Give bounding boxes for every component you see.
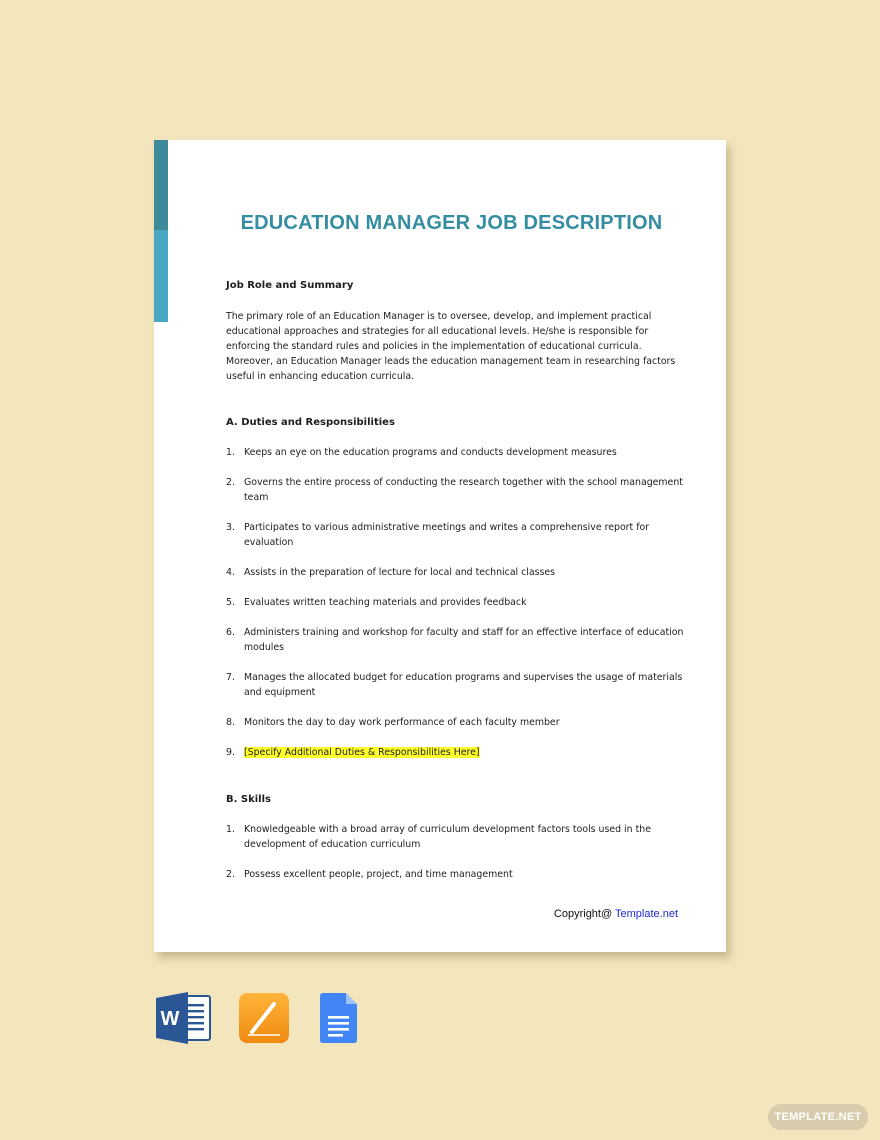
- google-docs-icon[interactable]: [318, 992, 358, 1044]
- list-text: Administers training and workshop for faculty and staff for an effective interface of education modules: [244, 627, 684, 653]
- list-text: Keeps an eye on the education programs and conducts development measures: [244, 447, 617, 458]
- document-content: [226, 278, 686, 882]
- summary-heading: Job Role and Summary: [226, 280, 354, 291]
- document-page: [154, 140, 726, 952]
- word-letter: W: [160, 1008, 180, 1030]
- copyright-link[interactable]: Template.net: [615, 908, 678, 920]
- list-item: [226, 745, 686, 760]
- list-number: 8.: [226, 717, 235, 728]
- list-number: 1.: [226, 447, 235, 458]
- list-item: [226, 595, 686, 610]
- list-item: [226, 670, 686, 700]
- list-number: 2.: [226, 869, 235, 880]
- copyright-footer: [554, 908, 678, 920]
- list-number: 1.: [226, 824, 235, 835]
- list-item: [226, 475, 686, 505]
- list-text: Manages the allocated budget for education programs and supervises the usage of materials and equipment: [244, 672, 683, 698]
- list-text: Governs the entire process of conducting the research together with the school management team: [244, 477, 683, 503]
- list-number: 9.: [226, 747, 235, 758]
- pages-icon[interactable]: [238, 992, 290, 1044]
- list-item: [226, 625, 686, 655]
- list-item: [226, 822, 686, 852]
- list-item: [226, 445, 686, 460]
- list-number: 3.: [226, 522, 235, 533]
- list-item: [226, 715, 686, 730]
- template-net-badge[interactable]: TEMPLATE.NET: [768, 1104, 868, 1130]
- list-number: 4.: [226, 567, 235, 578]
- document-title: EDUCATION MANAGER JOB DESCRIPTION: [240, 212, 663, 234]
- placeholder-highlight: [Specify Additional Duties & Responsibilities Here]: [244, 747, 480, 758]
- copyright-label: Copyright@: [553, 908, 616, 920]
- list-number: 2.: [226, 477, 235, 488]
- list-number: 5.: [226, 597, 235, 608]
- list-text: Assists in the preparation of lecture for local and technical classes: [244, 567, 556, 578]
- skills-heading: B. Skills: [226, 794, 271, 805]
- list-number: 7.: [226, 672, 235, 683]
- list-text: Participates to various administrative meetings and writes a comprehensive report for evaluation: [244, 522, 650, 548]
- duties-heading: A. Duties and Responsibilities: [226, 417, 395, 428]
- list-item: [226, 867, 686, 882]
- list-item: [226, 565, 686, 580]
- accent-bar-light: [154, 230, 168, 322]
- skills-list: [226, 822, 686, 882]
- summary-text: The primary role of an Education Manager is to oversee, develop, and implement practical educational approaches and strategies for all educational levels. He/she is responsible for enforcing the standard rules and policies in the implementation of educational curricula. Moreover, an Education Manager leads the education management team in researching factors useful in enhancing education curricula.: [226, 311, 676, 382]
- list-number: 6.: [226, 627, 235, 638]
- duties-list: [226, 445, 686, 760]
- list-item: [226, 520, 686, 550]
- list-text: Monitors the day to day work performance of each faculty member: [244, 717, 560, 728]
- list-text: Evaluates written teaching materials and provides feedback: [244, 597, 527, 608]
- word-icon[interactable]: [156, 992, 212, 1044]
- list-text: Knowledgeable with a broad array of curriculum development factors tools used in the development of education curriculum: [244, 824, 651, 850]
- list-text: Possess excellent people, project, and time management: [244, 869, 513, 880]
